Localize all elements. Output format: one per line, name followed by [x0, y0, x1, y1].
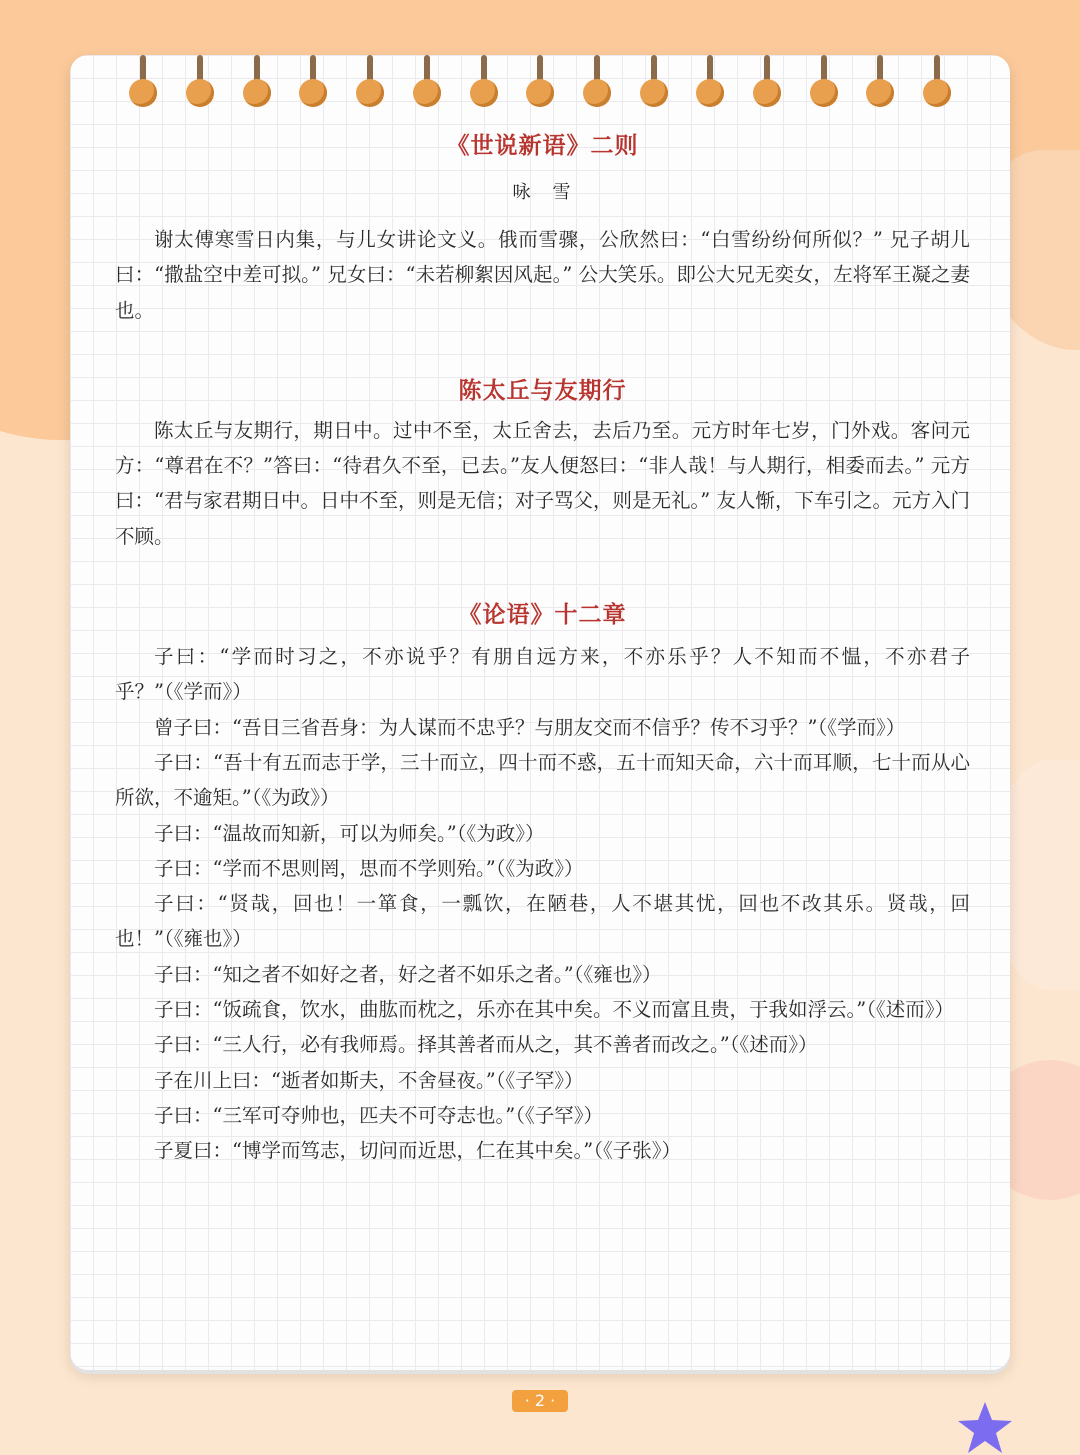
page-number-badge: · 2 ·	[512, 1390, 568, 1412]
ring-icon	[810, 55, 838, 107]
section-title-chentaiqiu: 陈太丘与友期行	[458, 376, 627, 404]
section-title-shishuo: 《世说新语》二则	[446, 132, 639, 159]
ring-icon	[299, 55, 327, 107]
lunyu-chapter: 子曰：“吾十有五而志于学，三十而立，四十而不惑，五十而知天命，六十而耳顺，七十而从心所欲，不逾矩。”（《为政》）	[115, 750, 970, 810]
ring-icon	[866, 55, 894, 107]
lunyu-chapter: 子曰：“温故而知新，可以为师矣。”（《为政》）	[154, 821, 545, 845]
notebook-page	[70, 55, 1010, 1370]
lunyu-chapter: 子曰：“学而时习之，不亦说乎？有朋自远方来，不亦乐乎？人不知而不愠，不亦君子乎？”（《学而》）	[115, 645, 970, 704]
section-text-yongxue: 谢太傅寒雪日内集，与儿女讲论文义。俄而雪骤，公欣然曰：“白雪纷纷何所似？” 兄子胡儿曰：“撒盐空中差可拟。” 兄女曰：“未若柳絮因风起。” 公大笑乐。即公大兄无奕女，左将军王凝之妻也。	[115, 228, 970, 322]
star-icon	[955, 1400, 1015, 1455]
lunyu-chapter-list	[115, 639, 970, 1168]
ring-icon	[470, 55, 498, 107]
lunyu-chapter: 曾子曰：“吾日三省吾身：为人谋而不忠乎？与朋友交而不信乎？传不习乎？”（《学而》）	[154, 715, 906, 739]
section-text-chentaiqiu: 陈太丘与友期行，期日中。过中不至，太丘舍去，去后乃至。元方时年七岁，门外戏。客问元方：“尊君在不？”答曰：“待君久不至，已去。”友人便怒曰：“非人哉！与人期行，相委而去。” 元方曰：“君与家君期日中。日中不至，则是无信；对子骂父，则是无礼。” 友人惭，下车引之。元方入门不顾。	[115, 418, 970, 548]
ring-icon	[640, 55, 668, 107]
spiral-binding	[70, 55, 1010, 115]
page-content	[115, 125, 970, 1169]
lunyu-chapter: 子曰：“三人行，必有我师焉。择其善者而从之，其不善者而改之。”（《述而》）	[154, 1033, 818, 1057]
lunyu-chapter: 子夏曰：“博学而笃志，切问而近思，仁在其中矣。”（《子张》）	[154, 1139, 681, 1163]
ring-icon	[186, 55, 214, 107]
section-subtitle-yongxue: 咏雪	[512, 182, 593, 203]
lunyu-chapter: 子曰：“学而不思则罔，思而不学则殆。”（《为政》）	[154, 856, 584, 880]
ring-icon	[243, 55, 271, 107]
ring-icon	[923, 55, 951, 107]
lunyu-chapter: 子曰：“知之者不如好之者，好之者不如乐之者。”（《雍也》）	[154, 962, 662, 986]
ring-icon	[129, 55, 157, 107]
ring-icon	[413, 55, 441, 107]
lunyu-chapter: 子曰：“三军可夺帅也，匹夫不可夺志也。”（《子罕》）	[154, 1103, 603, 1127]
lunyu-chapter: 子曰：“饭疏食，饮水，曲肱而枕之，乐亦在其中矣。不义而富且贵，于我如浮云。”（《述而》）	[154, 998, 954, 1022]
lunyu-chapter: 子曰：“贤哉，回也！一箪食，一瓢饮，在陋巷，人不堪其忧，回也不改其乐。贤哉，回也！”（《雍也》）	[115, 892, 970, 951]
ring-icon	[696, 55, 724, 107]
lunyu-chapter: 子在川上曰：“逝者如斯夫，不舍昼夜。”（《子罕》）	[154, 1068, 584, 1092]
ring-icon	[356, 55, 384, 107]
ring-icon	[526, 55, 554, 107]
section-title-lunyu: 《论语》十二章	[458, 601, 627, 629]
ring-icon	[583, 55, 611, 107]
ring-icon	[753, 55, 781, 107]
